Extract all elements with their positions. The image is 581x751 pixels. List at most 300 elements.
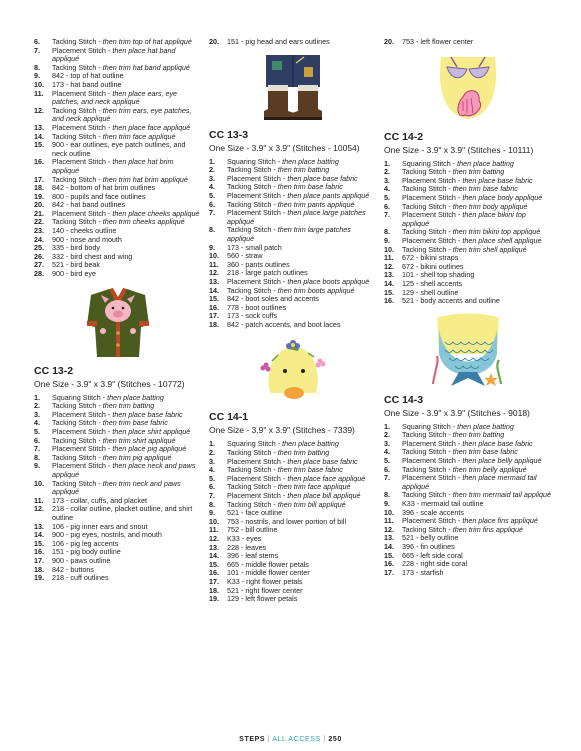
step-number: 14.: [384, 542, 394, 551]
step-text: Tacking Stitch - then trim belly appliqué: [402, 464, 527, 474]
page-footer: [0, 736, 581, 743]
step-number: 16.: [384, 296, 394, 306]
step-number: 13.: [34, 122, 44, 132]
step-number: 4.: [209, 182, 215, 192]
step-item: [209, 595, 377, 604]
step-number: 15.: [384, 550, 394, 560]
step-instruction: then trim mermaid tail appliqué: [452, 490, 552, 500]
step-text: Tacking Stitch - then trim base fabric: [227, 465, 343, 475]
step-number: 16.: [34, 157, 44, 167]
step-number: 6.: [34, 435, 40, 445]
step-text: 173 - starfish: [402, 567, 444, 577]
step-instruction: then place body appliqué: [462, 192, 543, 202]
step-text: 665 - left side coral: [402, 550, 463, 560]
design-title-cc14-2: CC 14-2: [384, 130, 424, 143]
step-number: 16.: [384, 559, 394, 569]
steps-list-continued-top: [384, 38, 552, 47]
step-item: [34, 90, 202, 107]
step-item: [34, 505, 202, 522]
step-number: 6.: [209, 199, 215, 209]
step-instruction: then trim pig appliqué: [102, 452, 172, 462]
step-number: 12.: [34, 504, 44, 514]
step-number: 7.: [209, 491, 215, 501]
step-text: 228 - leaves: [227, 542, 267, 552]
pig-shirt-design-image: [83, 285, 153, 357]
step-text: Placement Stitch - then place pig appliqué: [52, 444, 187, 454]
step-text: 396 - fin outlines: [402, 542, 455, 551]
step-instruction: then place batting: [457, 421, 514, 431]
step-instruction: then place boots appliqué: [287, 276, 370, 286]
step-instruction: then place pig appliqué: [112, 444, 187, 454]
step-number: 12.: [34, 105, 44, 115]
step-instruction: then trim fins appliqué: [452, 524, 524, 534]
footer-brand: STEPS: [239, 736, 266, 743]
step-text: Tacking Stitch - then trim boots appliqué: [227, 285, 355, 295]
step-instruction: then place base fabric: [462, 438, 533, 448]
step-number: 7.: [384, 210, 390, 220]
step-number: 21.: [34, 208, 44, 218]
step-text: 218 - cuff outlines: [52, 573, 109, 583]
step-text: 173 - small patch: [227, 242, 282, 252]
step-text: Placement Stitch - then place base fabric: [227, 456, 358, 466]
step-number: 8.: [209, 499, 215, 509]
step-text: 151 - pig head and ears outlines: [227, 37, 330, 46]
step-instruction: then trim ears, eye patches, and neck appliqué: [52, 105, 192, 124]
step-text: Placement Stitch - then place mermaid tail appliqué: [402, 473, 537, 491]
step-text: Squaring Stitch - then place batting: [52, 392, 164, 402]
step-instruction: then trim base fabric: [452, 447, 518, 457]
step-text: 900 - nose and mouth: [52, 234, 122, 244]
step-instruction: then place large patches appliqué: [227, 208, 366, 226]
step-text: Squaring Stitch - then place batting: [402, 421, 514, 431]
step-instruction: then trim pants appliqué: [277, 199, 355, 209]
step-number: 14.: [209, 551, 219, 561]
step-text: Tacking Stitch - then trim large patches appliqué: [227, 225, 351, 243]
step-number: 3.: [209, 173, 215, 183]
step-item: [209, 209, 377, 226]
step-number: 9.: [34, 71, 40, 81]
step-text: Placement Stitch - then place neck and paws appliqué: [52, 461, 196, 479]
step-text: Tacking Stitch - then trim top of hat appliqué: [52, 37, 192, 46]
step-text: Tacking Stitch - then trim hat band appliqué: [52, 62, 190, 72]
step-text: Tacking Stitch - then trim batting: [227, 165, 330, 175]
step-instruction: then place shell appliqué: [462, 235, 542, 245]
step-number: 9.: [384, 499, 390, 509]
step-text: 672 - bikini straps: [402, 253, 459, 263]
step-text: K33 - mermaid tail outline: [402, 499, 484, 509]
step-text: Tacking Stitch - then trim bill appliqué: [227, 499, 346, 509]
step-number: 10.: [384, 244, 394, 254]
step-text: Tacking Stitch - then trim mermaid tail appliqué: [402, 490, 552, 500]
step-text: Placement Stitch - then place bill appliqué: [227, 491, 361, 501]
step-text: 900 - paws outline: [52, 555, 111, 565]
step-instruction: then trim batting: [102, 401, 155, 411]
step-text: 521 - face outline: [227, 508, 283, 518]
step-number: 9.: [209, 508, 215, 518]
step-text: Tacking Stitch - then trim cheeks appliqué: [52, 217, 185, 227]
step-instruction: then trim face appliqué: [277, 482, 351, 492]
step-number: 3.: [34, 409, 40, 419]
step-text: Tacking Stitch - then trim hat brim appliqué: [52, 174, 188, 184]
design-size-cc13-2: One Size - 3.9" x 3.9" (Stitches - 10772): [34, 378, 185, 389]
step-instruction: then place face appliqué: [112, 122, 191, 132]
step-item: [34, 270, 202, 279]
step-text: 173 - hat band outline: [52, 79, 122, 89]
design-size-cc14-2: One Size - 3.9" x 3.9" (Stitches - 10111): [384, 144, 534, 155]
step-number: 23.: [34, 226, 44, 236]
step-number: 10.: [384, 507, 394, 517]
step-number: 18.: [34, 564, 44, 574]
step-text: 106 - pig inner ears and snout: [52, 521, 148, 531]
step-text: 900 - bird eye: [52, 269, 96, 279]
step-instruction: then trim large patches appliqué: [227, 225, 351, 243]
step-text: 396 - leaf stems: [227, 551, 279, 561]
steps-list-cc14-1: [209, 440, 377, 603]
step-instruction: then place base fabric: [112, 409, 183, 419]
step-number: 3.: [209, 456, 215, 466]
step-number: 9.: [209, 242, 215, 252]
step-text: Tacking Stitch - then trim bikini top appliqué: [402, 227, 541, 237]
step-number: 6.: [209, 482, 215, 492]
step-number: 9.: [34, 461, 40, 471]
step-instruction: then place face appliqué: [287, 473, 366, 483]
step-text: 842 - buttons: [52, 564, 94, 574]
step-number: 13.: [384, 270, 394, 280]
footer-separator: |: [267, 736, 271, 743]
design-size-cc13-3: One Size - 3.9" x 3.9" (Stitches - 10054): [209, 142, 360, 153]
step-number: 13.: [384, 533, 394, 543]
step-instruction: then trim body appliqué: [452, 201, 528, 211]
step-number: 13.: [209, 542, 219, 552]
step-number: 11.: [209, 525, 219, 535]
step-instruction: then trim batting: [452, 430, 505, 440]
step-instruction: then trim cheeks appliqué: [102, 217, 185, 227]
step-item: [384, 474, 552, 491]
step-text: 129 - left flower petals: [227, 594, 298, 604]
step-text: Placement Stitch - then place ears, eye patches, and neck appliqué: [52, 88, 178, 107]
step-instruction: then place neck and paws appliqué: [52, 461, 196, 479]
step-number: 8.: [34, 62, 40, 72]
step-number: 11.: [209, 259, 219, 269]
step-number: 25.: [34, 243, 44, 253]
step-text: K33 - eyes: [227, 534, 262, 543]
step-number: 2.: [209, 165, 215, 175]
step-number: 16.: [209, 302, 219, 312]
step-text: 752 - bill outline: [227, 525, 278, 535]
step-number: 1.: [209, 439, 215, 449]
step-text: 842 - hat band outlines: [52, 200, 126, 210]
step-text: 173 - sock cuffs: [227, 311, 278, 321]
step-number: 2.: [384, 167, 390, 177]
step-text: Tacking Stitch - then trim batting: [402, 167, 505, 177]
step-instruction: then place cheeks appliqué: [112, 208, 200, 218]
step-text: Tacking Stitch - then trim pig appliqué: [52, 452, 172, 462]
footer-section: ALL ACCESS: [272, 736, 321, 743]
step-text: Placement Stitch - then place face appliqué: [52, 122, 191, 132]
step-text: Tacking Stitch - then trim face appliqué: [227, 482, 351, 492]
step-text: 521 - bird beak: [52, 260, 100, 270]
steps-list-continued-top: [209, 38, 377, 47]
footer-separator: |: [323, 736, 326, 743]
step-number: 16.: [209, 568, 219, 578]
step-text: 842 - boot soles and accents: [227, 294, 319, 304]
step-text: 101 - shell top shading: [402, 270, 475, 280]
step-text: 129 - shell outline: [402, 287, 459, 297]
step-number: 11.: [34, 88, 44, 98]
step-item: [34, 107, 202, 124]
step-instruction: then place hat band appliqué: [52, 45, 176, 64]
step-text: 125 - shell accents: [402, 278, 462, 288]
step-text: Tacking Stitch - then trim base fabric: [402, 184, 518, 194]
step-text: 173 - collar, cuffs, and placket: [52, 495, 147, 505]
step-number: 17.: [34, 555, 44, 565]
step-number: 24.: [34, 234, 44, 244]
steps-list-cc14-2: [384, 160, 552, 306]
step-number: 14.: [34, 131, 44, 141]
step-number: 5.: [34, 427, 40, 436]
chick-flowers-design-image: [258, 335, 328, 405]
step-text: Placement Stitch - then place bikini top appliqué: [402, 210, 526, 228]
step-text: Tacking Stitch - then trim base fabric: [402, 447, 518, 457]
step-text: Tacking Stitch - then trim neck and paws appliqué: [52, 478, 181, 497]
step-number: 12.: [209, 268, 219, 278]
step-text: Placement Stitch - then place fins appliqué: [402, 516, 538, 526]
step-text: Squaring Stitch - then place batting: [402, 158, 514, 168]
step-instruction: then trim belly appliqué: [452, 464, 527, 474]
step-instruction: then trim base fabric: [277, 465, 343, 475]
step-number: 8.: [384, 490, 390, 500]
step-number: 8.: [209, 225, 215, 235]
step-number: 8.: [34, 452, 40, 462]
step-text: Tacking Stitch - then trim fins appliqué: [402, 524, 524, 534]
step-number: 6.: [384, 464, 390, 474]
step-number: 15.: [34, 140, 44, 150]
step-text: 842 - bottom of hat brim outlines: [52, 183, 156, 193]
step-text: Tacking Stitch - then trim pants appliqué: [227, 199, 355, 209]
step-text: Placement Stitch - then place belly appliqué: [402, 456, 542, 466]
step-text: 665 - middle flower petals: [227, 559, 309, 569]
step-text: Placement Stitch - then place pants appliqué: [227, 190, 370, 200]
step-text: Squaring Stitch - then place batting: [227, 439, 339, 449]
step-instruction: then trim face appliqué: [102, 131, 176, 141]
step-instruction: then place base fabric: [287, 173, 358, 183]
step-text: 396 - scale accents: [402, 507, 464, 517]
step-item: [34, 462, 202, 479]
step-item: [209, 226, 377, 243]
step-item: [34, 480, 202, 497]
step-text: K33 - right flower petals: [227, 576, 303, 586]
step-instruction: then place base fabric: [287, 456, 358, 466]
step-text: Placement Stitch - then place large patches appliqué: [227, 208, 366, 226]
step-text: 900 - pig eyes, nostrils, and mouth: [52, 530, 162, 540]
step-number: 4.: [384, 447, 390, 457]
step-text: Placement Stitch - then place cheeks appliqué: [52, 208, 200, 218]
step-text: 332 - bird chest and wing: [52, 251, 133, 261]
step-text: Placement Stitch - then place base fabric: [52, 409, 183, 419]
step-text: 778 - boot outlines: [227, 302, 287, 312]
step-number: 2.: [34, 401, 40, 411]
column-1: [34, 0, 202, 583]
step-text: Tacking Stitch - then trim face appliqué: [52, 131, 176, 141]
step-number: 11.: [384, 516, 394, 526]
step-number: 5.: [384, 192, 390, 202]
step-instruction: then place bikini top appliqué: [402, 210, 526, 228]
step-text: Tacking Stitch - then trim shell appliqué: [402, 244, 527, 254]
step-instruction: then place hat brim appliqué: [52, 157, 174, 175]
step-text: Tacking Stitch - then trim base fabric: [52, 418, 168, 428]
step-instruction: then trim neck and paws appliqué: [52, 478, 181, 497]
step-text: 218 - collar outline, placket outline, and shirt outline: [52, 504, 193, 522]
step-number: 11.: [34, 495, 44, 505]
step-instruction: then trim base fabric: [452, 184, 518, 194]
step-number: 14.: [384, 278, 394, 288]
step-text: Placement Stitch - then place hat band appliqué: [52, 45, 176, 64]
step-text: Tacking Stitch - then trim batting: [402, 430, 505, 440]
step-number: 13.: [209, 276, 219, 286]
step-instruction: then trim bikini top appliqué: [452, 227, 541, 237]
step-item: [209, 321, 377, 330]
step-number: 15.: [34, 538, 44, 548]
step-instruction: then trim bill appliqué: [277, 499, 346, 509]
step-number: 6.: [384, 201, 390, 211]
step-text: Squaring Stitch - then place batting: [227, 156, 339, 166]
step-instruction: then place fins appliqué: [462, 516, 538, 526]
step-instruction: then trim batting: [452, 167, 505, 177]
step-number: 5.: [209, 473, 215, 483]
step-instruction: then trim batting: [277, 165, 330, 175]
step-text: 101 - middle flower center: [227, 568, 310, 578]
step-text: Placement Stitch - then place shirt appliqué: [52, 427, 191, 436]
step-number: 2.: [209, 448, 215, 458]
step-text: 140 - cheeks outline: [52, 226, 117, 236]
step-instruction: then trim base fabric: [102, 418, 168, 428]
step-text: Tacking Stitch - then trim batting: [227, 448, 330, 458]
step-number: 11.: [384, 253, 394, 263]
step-text: Tacking Stitch - then trim base fabric: [227, 182, 343, 192]
step-number: 15.: [384, 287, 394, 297]
step-text: Placement Stitch - then place body appliqué: [402, 192, 543, 202]
step-number: 4.: [34, 418, 40, 428]
step-number: 2.: [384, 430, 390, 440]
step-number: 16.: [34, 547, 44, 557]
step-number: 20.: [384, 37, 394, 46]
step-instruction: then trim base fabric: [277, 182, 343, 192]
step-instruction: then trim batting: [277, 448, 330, 458]
step-instruction: then trim hat brim appliqué: [102, 174, 188, 184]
step-item: [34, 158, 202, 175]
step-instruction: then place batting: [107, 392, 164, 402]
step-text: 151 - pig body outline: [52, 547, 121, 557]
step-text: 800 - pupils and face outlines: [52, 191, 146, 201]
step-text: 900 - ear outlines, eye patch outlines, and neck outline: [52, 140, 186, 158]
step-number: 12.: [384, 524, 394, 534]
step-text: 842 - patch accents, and boot laces: [227, 319, 341, 329]
step-number: 14.: [209, 285, 219, 295]
step-text: Placement Stitch - then place shell appliqué: [402, 235, 542, 245]
step-number: 12.: [384, 261, 394, 271]
step-text: Placement Stitch - then place boots appliqué: [227, 276, 370, 286]
step-number: 13.: [34, 521, 44, 531]
step-instruction: then place mermaid tail appliqué: [402, 473, 537, 491]
step-number: 15.: [209, 559, 219, 569]
step-text: 218 - large patch outlines: [227, 268, 308, 278]
step-number: 20.: [209, 37, 219, 46]
step-text: 521 - belly outline: [402, 533, 459, 543]
step-item: [34, 574, 202, 583]
step-number: 17.: [209, 311, 219, 321]
step-number: 4.: [209, 465, 215, 475]
step-number: 14.: [34, 530, 44, 540]
step-number: 9.: [384, 235, 390, 245]
steps-list-cc14-3: [384, 423, 552, 578]
step-instruction: then trim boots appliqué: [277, 285, 355, 295]
step-instruction: then trim shell appliqué: [452, 244, 527, 254]
step-item: [384, 38, 552, 47]
step-instruction: then place batting: [457, 158, 514, 168]
step-text: Tacking Stitch - then trim ears, eye patches, and neck appliqué: [52, 105, 192, 124]
steps-list-continued-top: [34, 38, 202, 279]
step-instruction: then trim shirt appliqué: [102, 435, 176, 445]
step-number: 18.: [34, 183, 44, 193]
step-instruction: then place bill appliqué: [287, 491, 361, 501]
step-text: Placement Stitch - then place hat brim appliqué: [52, 157, 174, 175]
step-instruction: then trim top of hat appliqué: [102, 37, 192, 46]
step-number: 3.: [384, 438, 390, 448]
step-item: [384, 297, 552, 306]
step-instruction: then place batting: [282, 439, 339, 449]
step-text: 560 - straw: [227, 251, 263, 261]
step-text: 360 - pants outlines: [227, 259, 290, 269]
step-text: 228 - right side coral: [402, 559, 468, 569]
step-number: 10.: [209, 516, 219, 526]
step-text: Tacking Stitch - then trim shirt appliqué: [52, 435, 176, 445]
design-size-cc14-1: One Size - 3.9" x 3.9" (Stitches - 7339): [209, 425, 355, 436]
step-number: 17.: [384, 567, 394, 577]
step-number: 6.: [34, 37, 40, 46]
step-text: 521 - right flower center: [227, 585, 303, 595]
step-instruction: then place pants appliqué: [287, 190, 370, 200]
step-number: 3.: [384, 175, 390, 185]
step-number: 1.: [34, 392, 40, 402]
step-instruction: then place shirt appliqué: [112, 427, 191, 436]
step-text: Placement Stitch - then place face appliqué: [227, 473, 366, 483]
bikini-shell-design-image: [433, 53, 503, 125]
step-number: 27.: [34, 260, 44, 270]
step-text: 521 - body accents and outline: [402, 296, 500, 306]
step-text: Tacking Stitch - then trim body appliqué: [402, 201, 528, 211]
step-number: 10.: [34, 79, 44, 89]
step-text: Placement Stitch - then place base fabric: [402, 175, 533, 185]
step-text: 753 - nostrils, and lower portion of bill: [227, 516, 347, 526]
step-number: 5.: [384, 456, 390, 466]
step-instruction: then trim hat band appliqué: [102, 62, 190, 72]
step-item: [34, 47, 202, 64]
mermaid-tail-design-image: [431, 312, 505, 388]
step-number: 7.: [34, 45, 40, 55]
column-3: [384, 0, 552, 577]
step-text: 106 - pig leg accents: [52, 538, 119, 548]
design-title-cc14-1: CC 14-1: [209, 411, 249, 424]
step-number: 17.: [209, 576, 219, 586]
step-number: 10.: [34, 478, 44, 488]
column-2: [209, 0, 377, 604]
step-number: 7.: [209, 208, 215, 218]
steps-list-cc13-3: [209, 158, 377, 330]
step-text: 842 - top of hat outline: [52, 71, 124, 81]
design-title-cc13-2: CC 13-2: [34, 364, 74, 377]
design-title-cc14-3: CC 14-3: [384, 393, 424, 406]
step-number: 12.: [209, 534, 219, 543]
